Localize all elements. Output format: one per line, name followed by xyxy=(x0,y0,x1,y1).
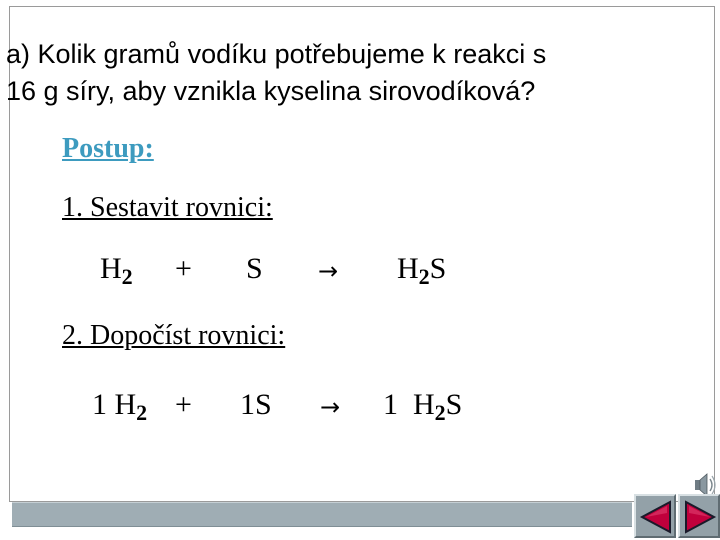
eq2-coef-1: 1 xyxy=(92,388,107,421)
eq1-product-s: S xyxy=(429,252,447,285)
eq1-h: H xyxy=(100,252,122,285)
eq1-arrow: → xyxy=(318,257,339,285)
eq2-coef-3: 1 xyxy=(383,388,398,421)
eq2-arrow: → xyxy=(320,393,341,421)
eq2-plus: + xyxy=(175,388,192,421)
navigation-bar xyxy=(12,502,632,527)
eq1-plus: + xyxy=(175,252,192,285)
equation-2 xyxy=(92,388,148,425)
eq2-coef-2: 1 xyxy=(240,388,255,421)
eq2-s: S xyxy=(255,388,272,421)
next-slide-button[interactable] xyxy=(678,494,720,538)
eq1-product-h: H xyxy=(397,252,419,285)
eq2-reactant-s xyxy=(240,388,272,422)
previous-arrow-icon xyxy=(638,499,674,535)
eq1-h-subscript: 2 xyxy=(121,264,133,289)
step-1-title: 1. Sestavit rovnici: xyxy=(62,192,273,223)
eq2-product xyxy=(383,388,463,425)
eq2-h-subscript: 2 xyxy=(136,400,148,425)
eq2-h: H xyxy=(114,388,137,421)
eq2-product-s: S xyxy=(445,388,463,421)
question-line-1: a) Kolik gramů vodíku potřebujeme k reakci s xyxy=(6,39,547,69)
question-line-2: 16 g síry, aby vznikla kyselina sirovodíková? xyxy=(6,76,536,106)
previous-slide-button[interactable] xyxy=(634,494,676,538)
eq2-product-subscript: 2 xyxy=(434,400,446,425)
eq1-s: S xyxy=(246,252,263,285)
question-text xyxy=(6,36,706,110)
next-arrow-icon xyxy=(682,499,718,535)
equation-1 xyxy=(100,252,133,289)
eq2-product-h: H xyxy=(413,388,435,421)
step-2-title: 2. Dopočíst rovnici: xyxy=(62,320,286,351)
postup-heading: Postup: xyxy=(62,133,154,164)
eq1-product xyxy=(397,252,447,289)
eq1-product-subscript: 2 xyxy=(418,264,430,289)
